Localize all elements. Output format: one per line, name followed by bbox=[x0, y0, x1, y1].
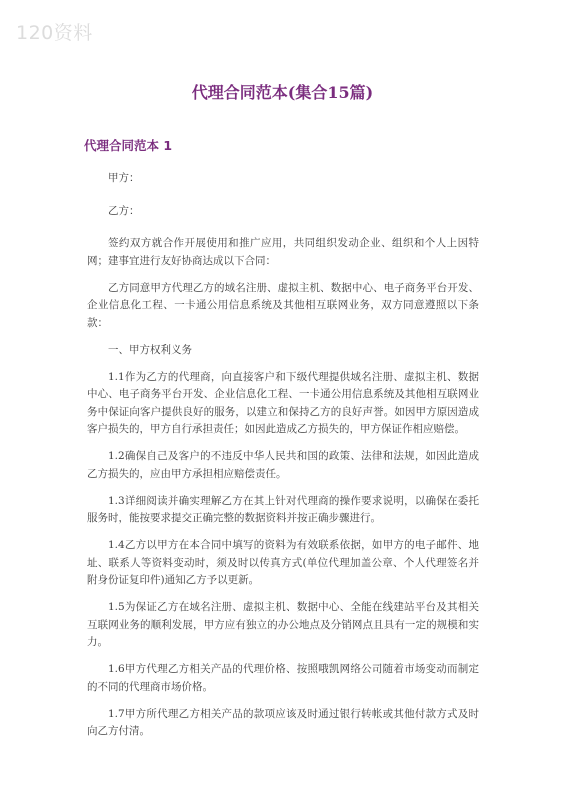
document-title: 代理合同范本(集合15篇) bbox=[191, 83, 374, 102]
clause-item: 1.6甲方代理乙方相关产品的代理价格、按照哦凯网络公司随着市场变动而制定的不同的代理商市场价格。 bbox=[87, 663, 479, 693]
paragraph: 乙方同意甲方代理乙方的域名注册、虚拟主机、数据中心、电子商务平台开发、企业信息化工程、一卡通公用信息系统及其他相互联网业务，双方同意遵照以下条款： bbox=[87, 281, 479, 329]
clause-item: 1.7甲方所代理乙方相关产品的款项应该及时通过银行转帐或其他付款方式及时向乙方付清。 bbox=[87, 707, 479, 737]
clause-heading: 一、甲方权利义务 bbox=[108, 343, 192, 356]
section-heading: 代理合同范本 1 bbox=[84, 138, 173, 153]
watermark-logo: 120资料 bbox=[16, 22, 93, 44]
party-b-line: 乙方： bbox=[108, 204, 140, 217]
clause-item: 1.5为保证乙方在域名注册、虚拟主机、数据中心、全能在线建站平台及其相关互联网业务的顺利发展，甲方应有独立的办公地点及分销网点且具有一定的规模和实力。 bbox=[87, 601, 479, 648]
document-body bbox=[87, 170, 479, 750]
party-a-line: 甲方： bbox=[108, 172, 140, 184]
paragraph: 签约双方就合作开展使用和推广应用，共同组织发动企业、组织和个人上因特网；建事宜进行友好协商达成以下合同： bbox=[87, 237, 479, 267]
clause-item: 1.2确保自己及客户的不违反中华人民共和国的政策、法律和法规，如因此造成乙方损失的，应由甲方承担相应赔偿责任。 bbox=[87, 450, 479, 480]
clause-item: 1.3详细阅读并确实理解乙方在其上针对代理商的操作要求说明，以确保在委托服务时，能按要求提交正确完整的数据资料并按正确步骤进行。 bbox=[87, 494, 479, 524]
clause-item: 1.4乙方以甲方在本合同中填写的资料为有效联系依据，如甲方的电子邮件、地址、联系人等资料变动时，须及时以传真方式(单位代理加盖公章、个人代理签名并附身份证复印件)通知乙方予以更新。 bbox=[87, 539, 479, 586]
clause-item: 1.1作为乙方的代理商，向直接客户和下级代理提供域名注册、虚拟主机、数据中心、电子商务平台开发、企业信息化工程、一卡通公用信息系统及其他相互联网业务中保证向客户提供良好的服务，以建立和保持乙方的良好声誉。如因甲方原因造成客户损失的，甲方自行承担责任；如因此造成乙方损失的，甲方保证作相应赔偿。 bbox=[87, 370, 479, 435]
